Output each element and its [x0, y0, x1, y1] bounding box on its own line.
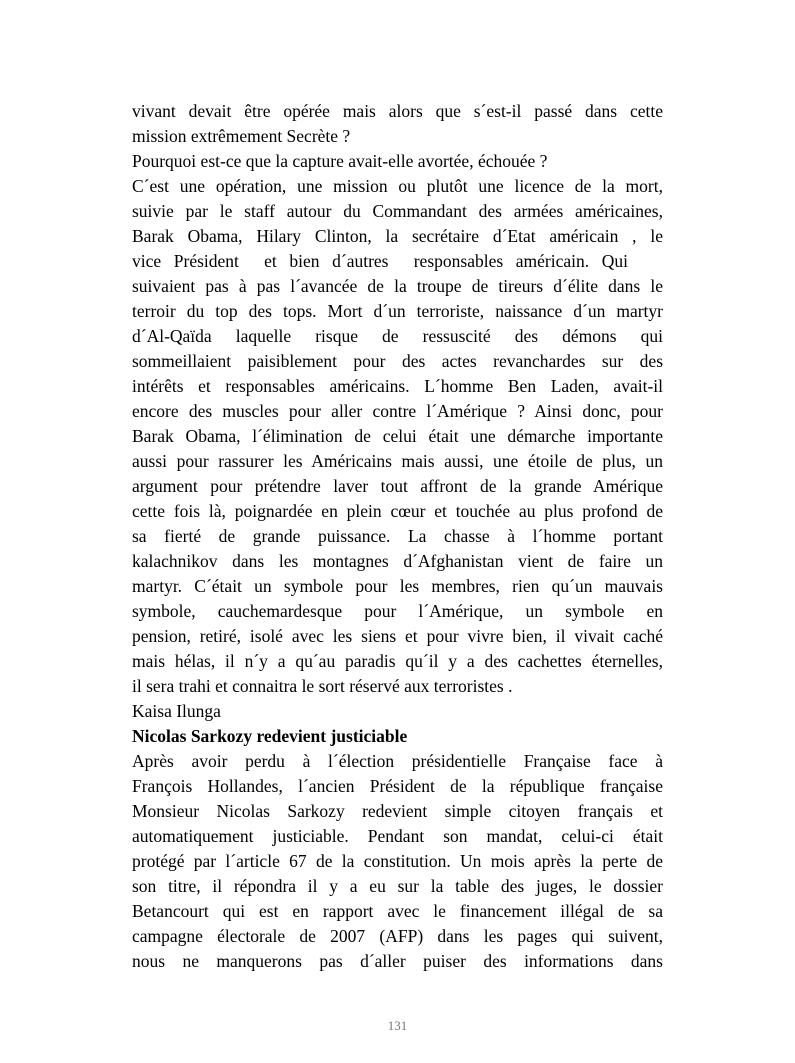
- text-line: François Hollandes, l´ancien Président de la république française: [132, 776, 663, 796]
- text-line: intérêts et responsables américains. L´homme Ben Laden, avait-il: [132, 376, 663, 396]
- text-line: kalachnikov dans les montagnes d´Afghanistan vient de faire un: [132, 551, 663, 571]
- text-line: Betancourt qui est en rapport avec le financement illégal de sa: [132, 901, 663, 921]
- text-line: sommeillaient paisiblement pour des actes revanchardes sur des: [132, 351, 663, 371]
- question-line: Pourquoi est-ce que la capture avait-elle avortée, échouée ?: [132, 151, 548, 171]
- text-line: il sera trahi et connaitra le sort réservé aux terroristes .: [132, 676, 513, 696]
- paragraph-sarkozy: [132, 749, 663, 974]
- text-line: d´Al-Qaïda laquelle risque de ressuscité des démons qui: [132, 326, 663, 346]
- text-line: Monsieur Nicolas Sarkozy redevient simple citoyen français et: [132, 801, 663, 821]
- text-line: terroir du top des tops. Mort d´un terroriste, naissance d´un martyr: [132, 301, 663, 321]
- text-line: Après avoir perdu à l´élection présidentielle Française face à: [132, 751, 663, 771]
- paragraph-intro: [132, 99, 663, 149]
- text-line: suivie par le staff autour du Commandant des armées américaines,: [132, 201, 663, 221]
- text-line: cette fois là, poignardée en plein cœur et touchée au plus profond de: [132, 501, 663, 521]
- text-line: Barak Obama, l´élimination de celui était une démarche importante: [132, 426, 663, 446]
- text-line: nous ne manquerons pas d´aller puiser des informations dans: [132, 951, 663, 971]
- text-line: suivaient pas à pas l´avancée de la troupe de tireurs d´élite dans le: [132, 276, 663, 296]
- text-line: encore des muscles pour aller contre l´Amérique ? Ainsi donc, pour: [132, 401, 663, 421]
- text-line: martyr. C´était un symbole pour les membres, rien qu´un mauvais: [132, 576, 663, 596]
- section-heading: Nicolas Sarkozy redevient justiciable: [132, 726, 408, 746]
- text-line: campagne électorale de 2007 (AFP) dans les pages qui suivent,: [132, 926, 663, 946]
- text-line: mais hélas, il n´y a qu´au paradis qu´il y a des cachettes éternelles,: [132, 651, 663, 671]
- text-line: vice Président et bien d´autres responsables américain. Qui: [132, 251, 628, 271]
- text-line: mission extrêmement Secrète ?: [132, 126, 351, 146]
- page-body: [132, 99, 663, 974]
- text-line: argument pour prétendre laver tout affront de la grande Amérique: [132, 476, 663, 496]
- text-line: aussi pour rassurer les Américains mais aussi, une étoile de plus, un: [132, 451, 663, 471]
- text-line: son titre, il répondra il y a eu sur la table des juges, le dossier: [132, 876, 663, 896]
- text-line: Barak Obama, Hilary Clinton, la secrétaire d´Etat américain , le: [132, 226, 663, 246]
- text-line: C´est une opération, une mission ou plutôt une licence de la mort,: [132, 176, 663, 196]
- text-line: symbole, cauchemardesque pour l´Amérique, un symbole en: [132, 601, 663, 621]
- paragraph-main: [132, 174, 663, 699]
- text-line: sa fierté de grande puissance. La chasse à l´homme portant: [132, 526, 663, 546]
- author-name: Kaisa Ilunga: [132, 701, 221, 721]
- page-number: 131: [387, 1018, 408, 1033]
- text-line: pension, retiré, isolé avec les siens et pour vivre bien, il vivait caché: [132, 626, 663, 646]
- text-line: protégé par l´article 67 de la constitution. Un mois après la perte de: [132, 851, 663, 871]
- text-line: vivant devait être opérée mais alors que s´est-il passé dans cette: [132, 101, 663, 121]
- text-line: automatiquement justiciable. Pendant son mandat, celui-ci était: [132, 826, 663, 846]
